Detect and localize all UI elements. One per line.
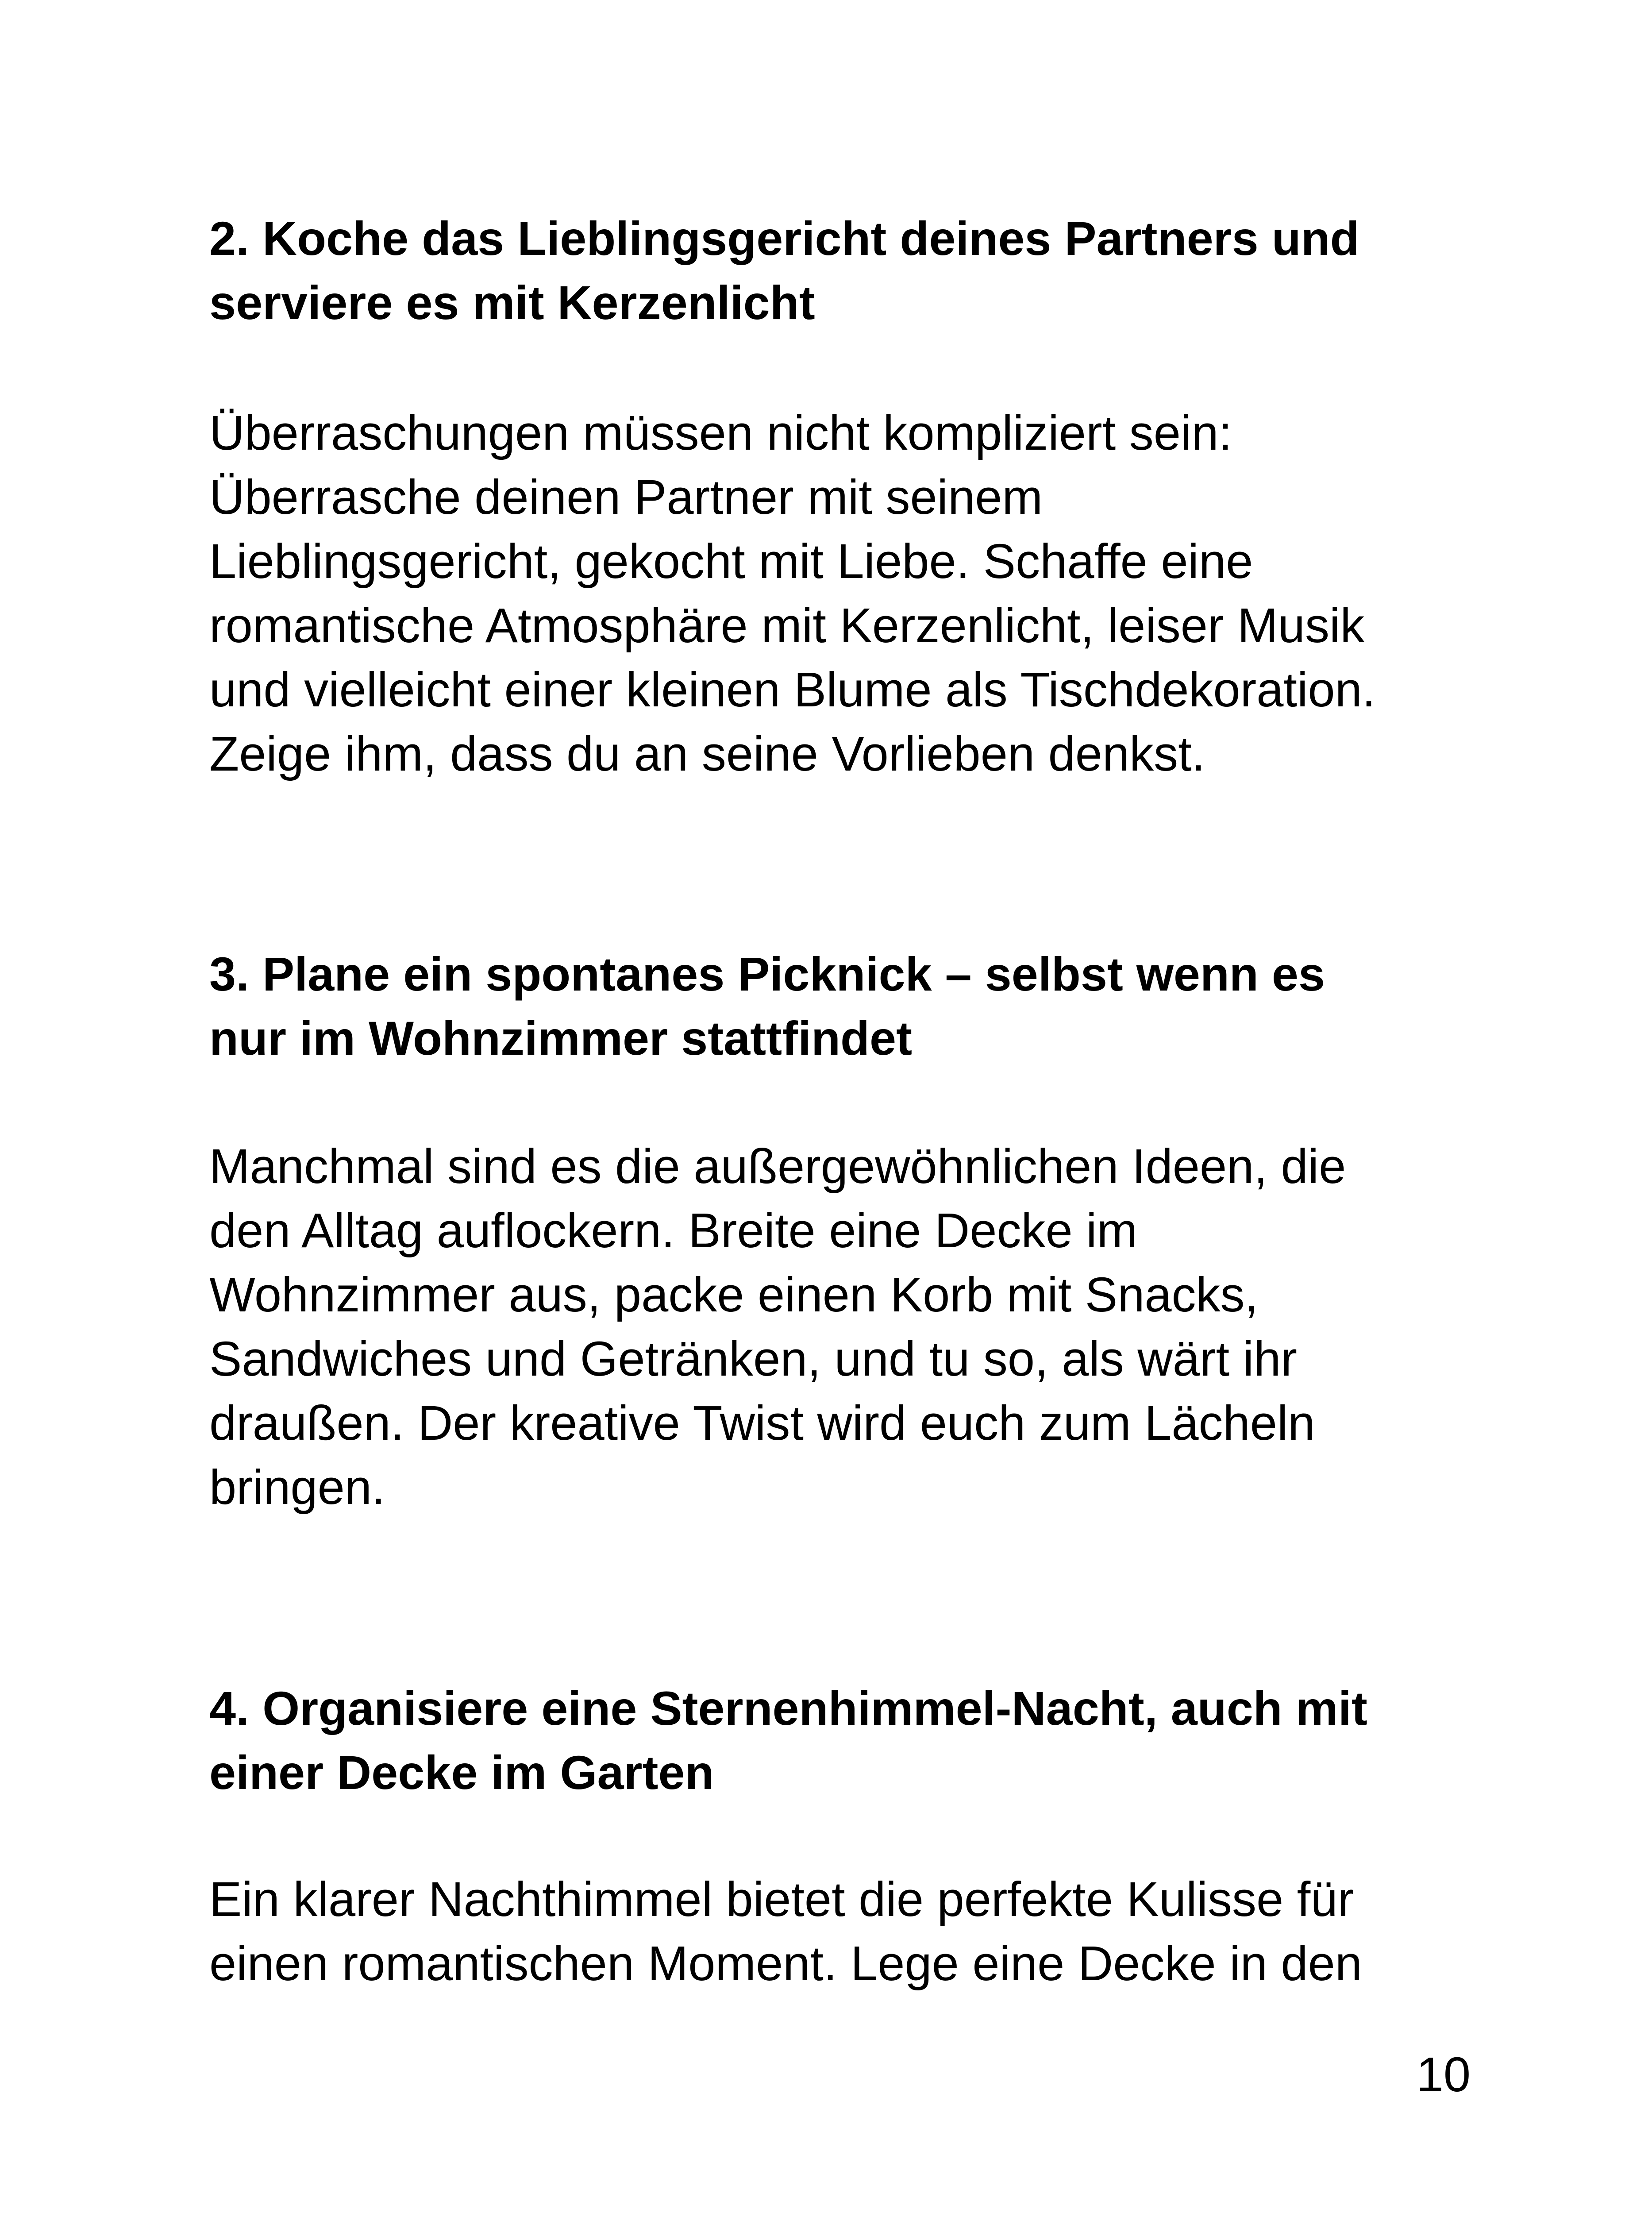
heading-line: 4. Organisiere eine Sternenhimmel-Nacht, auch mit <box>209 1681 1367 1735</box>
paragraph-line: romantische Atmosphäre mit Kerzenlicht, leiser Musik <box>209 598 1365 653</box>
paragraph-line: bringen. <box>209 1460 385 1515</box>
section-4-heading <box>209 1676 1493 1804</box>
heading-line: nur im Wohnzimmer stattfindet <box>209 1011 913 1065</box>
paragraph-line: und vielleicht einer kleinen Blume als Tischdekoration. <box>209 663 1376 717</box>
section-3-heading <box>209 942 1493 1070</box>
section-2-heading <box>209 206 1493 335</box>
paragraph-line: den Alltag auflockern. Breite eine Decke im <box>209 1203 1138 1258</box>
paragraph-line: Überraschungen müssen nicht kompliziert sein: <box>209 406 1232 460</box>
heading-line: 2. Koche das Lieblingsgericht deines Partners und <box>209 212 1359 265</box>
paragraph-line: einen romantischen Moment. Lege eine Decke in den <box>209 1936 1362 1991</box>
section-4-paragraph <box>209 1867 1493 1996</box>
heading-line: serviere es mit Kerzenlicht <box>209 276 815 329</box>
paragraph-line: Sandwiches und Getränken, und tu so, als wärt ihr <box>209 1332 1298 1386</box>
paragraph-line: draußen. Der kreative Twist wird euch zum Lächeln <box>209 1396 1315 1450</box>
paragraph-line: Überrasche deinen Partner mit seinem <box>209 470 1043 524</box>
section-3-paragraph <box>209 1134 1493 1519</box>
page-number: 10 <box>1416 2047 1471 2102</box>
paragraph-line: Lieblingsgericht, gekocht mit Liebe. Schaffe eine <box>209 534 1253 589</box>
paragraph-line: Ein klarer Nachthimmel bietet die perfekte Kulisse für <box>209 1872 1354 1927</box>
section-2-paragraph <box>209 401 1493 786</box>
paragraph-line: Zeige ihm, dass du an seine Vorlieben denkst. <box>209 727 1205 781</box>
heading-line: einer Decke im Garten <box>209 1746 714 1799</box>
paragraph-line: Manchmal sind es die außergewöhnlichen Ideen, die <box>209 1139 1346 1194</box>
paragraph-line: Wohnzimmer aus, packe einen Korb mit Snacks, <box>209 1268 1259 1322</box>
heading-line: 3. Plane ein spontanes Picknick – selbst wenn es <box>209 947 1325 1001</box>
